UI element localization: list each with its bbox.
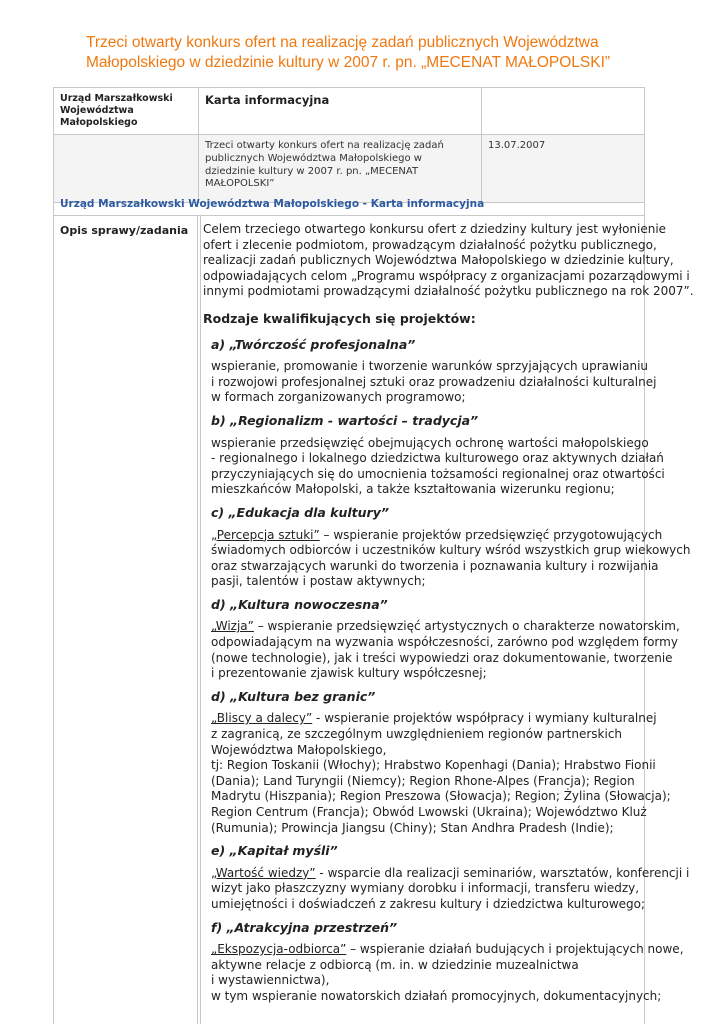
body-line: w tym wspieranie nowatorskich działań promocyjnych, dokumentacyjnych;: [211, 988, 662, 1003]
section-heading: e) „Kapitał myśli”: [211, 843, 338, 859]
org-name-cell: [54, 88, 199, 135]
org-bar-org: Urząd Marszałkowski Województwa Małopolskiego: [60, 198, 360, 210]
case-label-cell: [53, 216, 198, 1024]
section-body: [211, 865, 690, 913]
body-line: Madrytu (Hiszpania); Region Preszowa (Słowacja); Region; Żylina (Słowacja);: [211, 789, 671, 804]
body-line: (Dania); Land Turyngii (Niemcy); Region Rhone-Alpes (Francja); Region: [211, 773, 635, 788]
org-bar: [53, 192, 645, 216]
intro-paragraph: [203, 222, 694, 300]
section-heading: f) „Atrakcyjna przestrzeń”: [211, 919, 398, 935]
body-line: wspieranie przedsięwzięć obejmujących ochronę wartości małopolskiego: [211, 435, 649, 450]
org-bar-sep: -: [359, 198, 371, 210]
body-line: [211, 527, 663, 544]
section-body: [211, 942, 684, 1004]
section-lead: „Percepcja sztuki”: [211, 527, 320, 542]
section-lead: „Bliscy a dalecy”: [211, 711, 313, 726]
section-body: [211, 619, 680, 681]
intro-line: Celem trzeciego otwartego konkursu ofert z dziedziny kultury jest wyłonienie: [203, 222, 667, 236]
case-description: [203, 222, 694, 1012]
column-divider: [197, 216, 198, 1024]
body-line: [211, 711, 657, 727]
section-body: [211, 359, 657, 406]
kinds-heading: Rodzaje kwalifikujących się projektów:: [203, 310, 476, 326]
org-line-1: Urząd Marszałkowski: [60, 93, 173, 104]
body-line: Region Centrum (Francja); Obwód Lwowski (Ukraina); Województwo Kluż: [211, 805, 647, 819]
case-label: Opis sprawy/zadania: [60, 224, 189, 237]
intro-line: innymi podmiotami prowadzącymi działalność pożytku publicznego na rok 2007”.: [203, 284, 694, 299]
section-heading: d) „Kultura nowoczesna”: [211, 596, 388, 612]
body-line: wspieranie, promowanie i tworzenie warunków sprzyjających uprawianiu: [211, 359, 649, 374]
section-heading: a) „Twórczość profesjonalna”: [211, 336, 416, 352]
section-first-rest: – wspieranie przedsięwzięć artystycznych o charakterze nowatorskim,: [253, 619, 680, 634]
body-line: i wystawiennictwa),: [211, 973, 330, 988]
body-line: i prezentowanie zjawisk kultury współczesnej;: [211, 666, 487, 681]
section-lead: „Ekspozycja-odbiorca”: [211, 942, 347, 957]
section-first-rest: – wspieranie projektów przedsięwzięć przygotowujących: [319, 527, 663, 542]
body-line: wizyt jako płaszczyzny wymiany dorobku i informacji, transferu wiedzy,: [211, 881, 640, 896]
intro-line: ofert i zlecenie podmiotom, prowadzącym działalność pożytku publicznego,: [203, 237, 657, 252]
intro-line: odpowiadających celom „Programu współpracy z organizacjami pozarządowymi i: [203, 268, 690, 283]
subject-line: publicznych Województwa Małopolskiego w: [205, 152, 422, 164]
body-line: [211, 942, 684, 958]
body-line: przyczyniających się do umocnienia tożsamości regionalnej oraz otwartości: [211, 466, 665, 481]
body-line: odpowiadającym na wyzwania współczesności, zarówno pod względem formy: [211, 635, 678, 650]
section-lead: „Wizja”: [211, 619, 254, 634]
title-line-2: Małopolskiego w dziedzinie kultury w 2007 r. pn. „MECENAT MAŁOPOLSKI”: [86, 54, 611, 71]
section-body: [211, 435, 665, 498]
body-line: umiejętności i doświadczeń z zakresu kultury i dziedzictwa kulturowego;: [211, 896, 646, 911]
section-heading: b) „Regionalizm - wartości – tradycja”: [211, 412, 479, 428]
body-line: aktywne relacje z odbiorcą (m. in. w dziedzinie muzealnictwa: [211, 957, 579, 972]
intro-line: realizacji zadań publicznych Województwa Małopolskiego w dziedzinie kultury,: [203, 253, 674, 268]
card-title-cell: Karta informacyjna: [199, 88, 482, 135]
body-line: oraz stwarzających warunki do tworzenia i poznawania kultury i rozwijania: [211, 558, 659, 573]
body-line: [211, 865, 690, 882]
title-line-1: Trzeci otwarty konkurs ofert na realizację zadań publicznych Województwa: [86, 34, 599, 51]
body-line: (Rumunia); Prowincja Jiangsu (Chiny); Stan Andhra Pradesh (Indie);: [211, 820, 614, 835]
date-cell: 13.07.2007: [482, 135, 645, 203]
body-line: z zagranicą, ze szczególnym uwzględnieniem regionów partnerskich: [211, 727, 623, 742]
body-line: pasji, talentów i postaw aktywnych;: [211, 574, 426, 589]
page-title: [86, 33, 646, 73]
body-line: [211, 619, 680, 635]
section-first-rest: – wspieranie działań budujących i projektujących nowe,: [346, 942, 684, 957]
section-lead: „Wartość wiedzy”: [211, 865, 316, 880]
body-line: (nowe technologie), jak i treści wypowiedzi oraz dokumentowanie, tworzenie: [211, 650, 673, 665]
empty-header-cell: [482, 88, 645, 135]
body-line: - regionalnego i lokalnego dziedzictwa kulturowego oraz aktywnych działań: [211, 451, 664, 466]
section-body: [211, 711, 671, 836]
section-first-rest: - wsparcie dla realizacji seminariów, warsztatów, konferencji i: [315, 865, 690, 880]
section-heading: c) „Edukacja dla kultury”: [211, 504, 389, 520]
section-heading: d) „Kultura bez granic”: [211, 688, 376, 704]
body-line: tj: Region Toskanii (Włochy); Hrabstwo Kopenhagi (Dania); Hrabstwo Fionii: [211, 758, 656, 773]
org-line-3: Małopolskiego: [60, 117, 138, 128]
header-table: [53, 87, 645, 203]
subject-line: Trzeci otwarty konkurs ofert na realizację zadań: [205, 140, 444, 151]
column-divider: [200, 216, 201, 1024]
body-line: Województwa Małopolskiego,: [211, 742, 387, 757]
section-first-rest: - wspieranie projektów współpracy i wymiany kulturalnej: [312, 711, 657, 726]
subject-line: dziedzinie kultury w 2007 r. pn. „MECENAT: [205, 165, 419, 177]
section-body: [211, 527, 691, 590]
subject-line: MAŁOPOLSKI”: [205, 178, 275, 190]
org-line-2: Województwa: [60, 105, 134, 116]
body-line: w formach zorganizowanych programowo;: [211, 390, 466, 405]
body-line: mieszkańców Małopolski, a także kształtowania wizerunku regionu;: [211, 482, 615, 497]
body-line: świadomych odbiorców i uczestników kultury wśród wszystkich grup wiekowych: [211, 543, 691, 558]
org-bar-card: Karta informacyjna: [370, 198, 485, 210]
body-line: i rozwojowi profesjonalnej sztuki oraz prowadzeniu działalności kulturalnej: [211, 374, 657, 389]
